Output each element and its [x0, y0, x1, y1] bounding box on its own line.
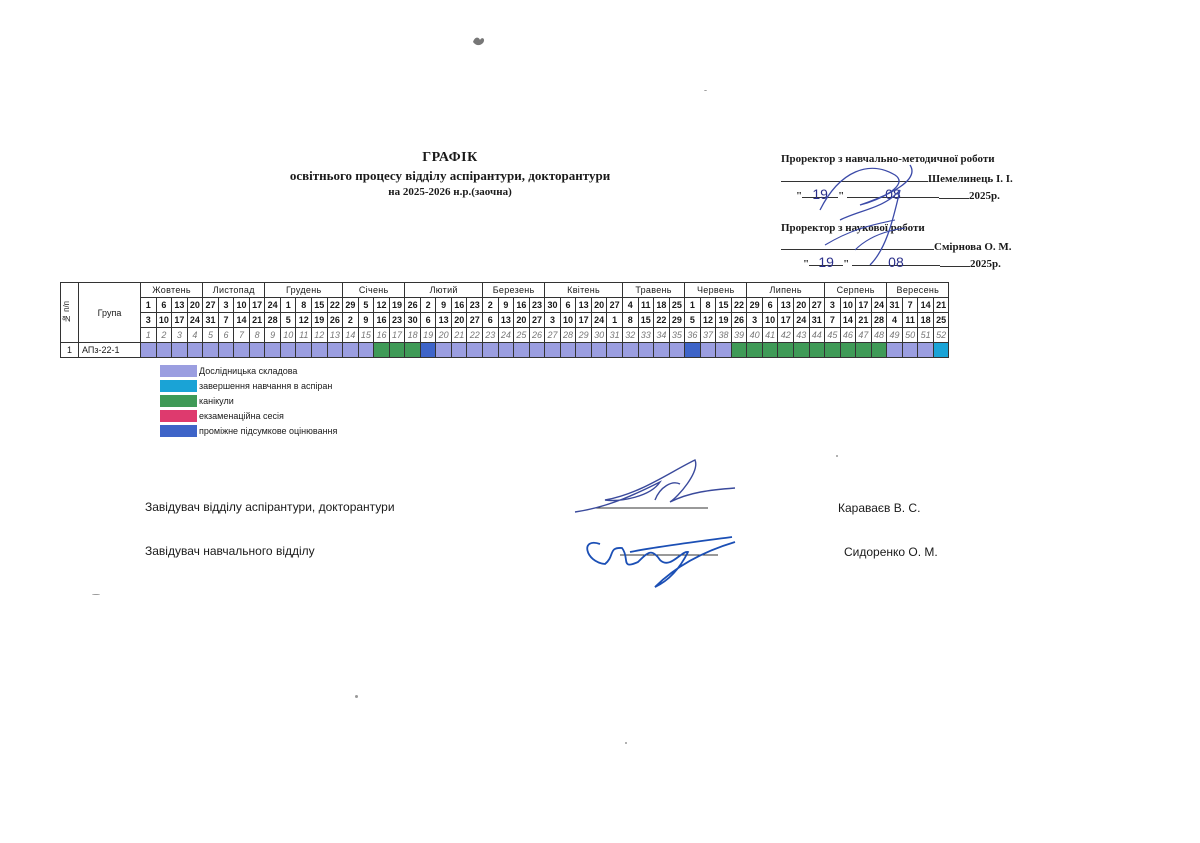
week-end-date: 5	[280, 313, 296, 328]
week-number: 15	[358, 328, 374, 343]
legend-swatch	[160, 380, 197, 392]
week-start-date: 13	[778, 298, 794, 313]
page-subtitle: освітнього процесу відділу аспірантури, докторантури	[289, 168, 611, 183]
week-start-date: 10	[234, 298, 250, 313]
week-number: 8	[249, 328, 265, 343]
week-start-date: 2	[420, 298, 436, 313]
month-header: Листопад	[203, 283, 265, 298]
week-cell	[918, 343, 934, 358]
week-end-date: 12	[296, 313, 312, 328]
week-start-date: 4	[622, 298, 638, 313]
page-title: ГРАФІК	[422, 150, 478, 165]
month-header: Червень	[685, 283, 747, 298]
week-end-date: 23	[389, 313, 405, 328]
week-start-date: 1	[280, 298, 296, 313]
month-header: Березень	[483, 283, 545, 298]
week-cell	[327, 343, 343, 358]
week-end-date: 11	[902, 313, 918, 328]
approval-day-1: 19	[812, 186, 828, 202]
week-number: 19	[420, 328, 436, 343]
week-end-date: 12	[700, 313, 716, 328]
week-cell	[933, 343, 949, 358]
month-header: Вересень	[887, 283, 949, 298]
week-number: 11	[296, 328, 312, 343]
week-number: 25	[514, 328, 530, 343]
approval-year-1: 2025р.	[968, 190, 1000, 202]
week-end-date: 3	[545, 313, 561, 328]
week-end-date: 21	[856, 313, 872, 328]
week-start-date: 23	[529, 298, 545, 313]
week-cell	[280, 343, 296, 358]
week-end-date: 29	[669, 313, 685, 328]
week-number: 10	[280, 328, 296, 343]
week-number: 46	[840, 328, 856, 343]
week-number: 48	[871, 328, 887, 343]
week-start-date: 16	[514, 298, 530, 313]
week-cell	[731, 343, 747, 358]
week-cell	[654, 343, 670, 358]
week-end-date: 20	[514, 313, 530, 328]
week-cell	[716, 343, 732, 358]
week-end-date: 20	[451, 313, 467, 328]
week-start-date: 11	[638, 298, 654, 313]
week-number: 6	[218, 328, 234, 343]
week-start-date: 30	[545, 298, 561, 313]
month-header: Лютий	[405, 283, 483, 298]
week-end-date: 15	[638, 313, 654, 328]
approval-year-2: 2025р.	[969, 258, 1001, 270]
week-number: 49	[887, 328, 903, 343]
week-start-date: 20	[187, 298, 203, 313]
week-end-date: 27	[467, 313, 483, 328]
week-start-date: 19	[389, 298, 405, 313]
week-start-date: 3	[218, 298, 234, 313]
week-start-date: 25	[669, 298, 685, 313]
week-start-date: 20	[591, 298, 607, 313]
week-end-date: 10	[762, 313, 778, 328]
week-start-date: 22	[327, 298, 343, 313]
week-start-date: 20	[793, 298, 809, 313]
week-cell	[467, 343, 483, 358]
week-cell	[312, 343, 328, 358]
approval-signature-1	[800, 150, 940, 280]
week-cell	[343, 343, 359, 358]
legend-label: проміжне підсумкове оцінювання	[199, 426, 338, 436]
week-number: 30	[591, 328, 607, 343]
approval-day-2: 19	[818, 254, 834, 270]
week-cell	[358, 343, 374, 358]
week-start-date: 6	[762, 298, 778, 313]
week-number: 40	[747, 328, 763, 343]
scan-mark	[470, 34, 488, 48]
week-cell	[840, 343, 856, 358]
week-cell	[187, 343, 203, 358]
week-cell	[576, 343, 592, 358]
scan-speck	[836, 455, 838, 457]
week-cell	[700, 343, 716, 358]
week-start-date: 22	[731, 298, 747, 313]
approval-month-2: 08	[888, 254, 904, 270]
week-end-date: 16	[374, 313, 390, 328]
week-end-date: 26	[327, 313, 343, 328]
week-number: 31	[607, 328, 623, 343]
week-number: 12	[312, 328, 328, 343]
week-start-date: 27	[203, 298, 219, 313]
scan-speck	[704, 90, 707, 91]
approval-role-1: Проректор з навчально-методичної роботи	[781, 153, 995, 165]
week-cell	[778, 343, 794, 358]
footer-role-1: Завідувач відділу аспірантури, докторантури	[145, 500, 395, 514]
legend-swatch	[160, 425, 197, 437]
week-end-date: 27	[529, 313, 545, 328]
week-number: 44	[809, 328, 825, 343]
week-start-date: 21	[933, 298, 949, 313]
week-number: 2	[156, 328, 172, 343]
week-start-date: 9	[498, 298, 514, 313]
week-number: 50	[902, 328, 918, 343]
month-header: Грудень	[265, 283, 343, 298]
week-end-date: 19	[312, 313, 328, 328]
week-start-date: 1	[685, 298, 701, 313]
week-number: 22	[467, 328, 483, 343]
week-start-date: 17	[249, 298, 265, 313]
week-end-date: 2	[343, 313, 359, 328]
week-cell	[156, 343, 172, 358]
week-end-date: 17	[172, 313, 188, 328]
week-end-date: 30	[405, 313, 421, 328]
academic-year: на 2025-2026 н.р.(заочна)	[388, 186, 512, 198]
week-end-date: 7	[218, 313, 234, 328]
week-cell	[249, 343, 265, 358]
week-cell	[265, 343, 281, 358]
week-start-date: 27	[809, 298, 825, 313]
week-number: 26	[529, 328, 545, 343]
group-name: АПз-22-1	[79, 343, 141, 358]
week-number: 24	[498, 328, 514, 343]
scan-speck	[355, 695, 358, 698]
week-cell	[545, 343, 561, 358]
week-cell	[591, 343, 607, 358]
week-number: 37	[700, 328, 716, 343]
week-start-date: 8	[296, 298, 312, 313]
footer-signature-1	[560, 452, 750, 592]
week-number: 36	[685, 328, 701, 343]
legend-swatch	[160, 365, 197, 377]
week-start-date: 6	[560, 298, 576, 313]
week-cell	[638, 343, 654, 358]
week-end-date: 13	[436, 313, 452, 328]
week-number: 35	[669, 328, 685, 343]
week-end-date: 28	[871, 313, 887, 328]
week-number: 43	[793, 328, 809, 343]
week-cell	[902, 343, 918, 358]
week-start-date: 8	[700, 298, 716, 313]
week-number: 1	[141, 328, 157, 343]
week-number: 32	[622, 328, 638, 343]
week-number: 45	[825, 328, 841, 343]
week-start-date: 26	[405, 298, 421, 313]
week-start-date: 13	[576, 298, 592, 313]
week-cell	[436, 343, 452, 358]
week-start-date: 13	[172, 298, 188, 313]
week-start-date: 14	[918, 298, 934, 313]
week-number: 9	[265, 328, 281, 343]
week-cell	[762, 343, 778, 358]
week-cell	[405, 343, 421, 358]
week-cell	[622, 343, 638, 358]
number-header: № п/п	[62, 301, 71, 324]
week-number: 7	[234, 328, 250, 343]
week-cell	[793, 343, 809, 358]
week-number: 18	[405, 328, 421, 343]
week-start-date: 24	[265, 298, 281, 313]
footer-name-2: Сидоренко О. М.	[844, 545, 938, 559]
approval-role-2: Проректор з наукової роботи	[781, 222, 925, 234]
week-start-date: 7	[902, 298, 918, 313]
week-end-date: 5	[685, 313, 701, 328]
week-cell	[669, 343, 685, 358]
week-start-date: 24	[871, 298, 887, 313]
week-number: 20	[436, 328, 452, 343]
week-cell	[172, 343, 188, 358]
table-row	[61, 343, 949, 358]
week-number: 41	[762, 328, 778, 343]
month-header: Травень	[622, 283, 684, 298]
legend-label: Дослідницька складова	[199, 366, 298, 376]
footer-name-1: Караваєв В. С.	[838, 501, 921, 515]
week-number: 5	[203, 328, 219, 343]
week-start-date: 3	[825, 298, 841, 313]
week-cell	[607, 343, 623, 358]
week-end-date: 21	[249, 313, 265, 328]
approval-name-2: Смірнова О. М.	[934, 241, 1012, 253]
week-end-date: 3	[747, 313, 763, 328]
week-number: 51	[918, 328, 934, 343]
week-number: 29	[576, 328, 592, 343]
week-cell	[529, 343, 545, 358]
week-cell	[825, 343, 841, 358]
week-start-date: 15	[312, 298, 328, 313]
schedule-table	[60, 282, 949, 358]
month-header: Жовтень	[141, 283, 203, 298]
week-number: 4	[187, 328, 203, 343]
week-end-date: 10	[560, 313, 576, 328]
week-number: 3	[172, 328, 188, 343]
week-end-date: 22	[654, 313, 670, 328]
week-end-date: 7	[825, 313, 841, 328]
month-header: Липень	[747, 283, 825, 298]
week-start-date: 18	[654, 298, 670, 313]
legend-label: екзаменаційна сесія	[199, 411, 284, 421]
week-number: 17	[389, 328, 405, 343]
week-cell	[747, 343, 763, 358]
week-end-date: 24	[187, 313, 203, 328]
week-end-date: 19	[716, 313, 732, 328]
week-number: 21	[451, 328, 467, 343]
week-number: 27	[545, 328, 561, 343]
week-start-date: 10	[840, 298, 856, 313]
week-end-date: 6	[483, 313, 499, 328]
week-number: 14	[343, 328, 359, 343]
week-end-date: 31	[809, 313, 825, 328]
week-cell	[560, 343, 576, 358]
number-header-cell	[61, 283, 79, 343]
week-end-date: 3	[141, 313, 157, 328]
week-end-date: 10	[156, 313, 172, 328]
week-end-date: 18	[918, 313, 934, 328]
week-cell	[296, 343, 312, 358]
week-number: 34	[654, 328, 670, 343]
week-cell	[389, 343, 405, 358]
week-start-date: 16	[451, 298, 467, 313]
legend-swatch	[160, 395, 197, 407]
week-number: 42	[778, 328, 794, 343]
week-end-date: 9	[358, 313, 374, 328]
week-end-date: 4	[887, 313, 903, 328]
week-number: 13	[327, 328, 343, 343]
week-cell	[420, 343, 436, 358]
week-start-date: 5	[358, 298, 374, 313]
week-number: 33	[638, 328, 654, 343]
week-start-date: 29	[343, 298, 359, 313]
week-start-date: 9	[436, 298, 452, 313]
week-cell	[451, 343, 467, 358]
legend-label: завершення навчання в аспіран	[199, 381, 333, 391]
week-number: 23	[483, 328, 499, 343]
week-start-date: 2	[483, 298, 499, 313]
legend-label: канікули	[199, 396, 234, 406]
week-cell	[483, 343, 499, 358]
month-header: Квітень	[545, 283, 623, 298]
scan-speck	[625, 742, 627, 744]
week-end-date: 28	[265, 313, 281, 328]
week-number: 16	[374, 328, 390, 343]
week-number: 39	[731, 328, 747, 343]
week-cell	[685, 343, 701, 358]
week-cell	[887, 343, 903, 358]
week-cell	[141, 343, 157, 358]
week-cell	[374, 343, 390, 358]
approval-date-2: " 19 " 08 2025р.	[803, 254, 1001, 270]
footer-role-2: Завідувач навчального відділу	[145, 544, 315, 558]
week-end-date: 31	[203, 313, 219, 328]
approval-date-1: " 19 " 08 2025р.	[796, 186, 1000, 202]
week-end-date: 26	[731, 313, 747, 328]
week-start-date: 31	[887, 298, 903, 313]
week-cell	[498, 343, 514, 358]
week-start-date: 23	[467, 298, 483, 313]
week-end-date: 17	[778, 313, 794, 328]
week-cell	[809, 343, 825, 358]
week-start-date: 17	[856, 298, 872, 313]
legend-swatch	[160, 410, 197, 422]
month-header: Серпень	[825, 283, 887, 298]
scan-speck	[92, 594, 100, 595]
week-number: 38	[716, 328, 732, 343]
row-number: 1	[61, 343, 79, 358]
week-start-date: 12	[374, 298, 390, 313]
week-number: 28	[560, 328, 576, 343]
week-start-date: 1	[141, 298, 157, 313]
week-cell	[203, 343, 219, 358]
week-end-date: 8	[622, 313, 638, 328]
week-end-date: 17	[576, 313, 592, 328]
week-end-date: 1	[607, 313, 623, 328]
week-end-date: 14	[840, 313, 856, 328]
approval-month-1: 08	[885, 186, 901, 202]
week-start-date: 29	[747, 298, 763, 313]
week-end-date: 25	[933, 313, 949, 328]
week-start-date: 15	[716, 298, 732, 313]
group-header: Група	[79, 283, 141, 343]
week-end-date: 6	[420, 313, 436, 328]
week-end-date: 24	[591, 313, 607, 328]
week-end-date: 24	[793, 313, 809, 328]
week-number: 47	[856, 328, 872, 343]
month-header: Січень	[343, 283, 405, 298]
week-cell	[871, 343, 887, 358]
week-end-date: 14	[234, 313, 250, 328]
week-cell	[218, 343, 234, 358]
week-cell	[856, 343, 872, 358]
week-number: 52	[933, 328, 949, 343]
week-start-date: 6	[156, 298, 172, 313]
week-cell	[514, 343, 530, 358]
week-start-date: 27	[607, 298, 623, 313]
week-end-date: 13	[498, 313, 514, 328]
approval-name-1: Шемелинець І. І.	[928, 173, 1013, 185]
week-cell	[234, 343, 250, 358]
